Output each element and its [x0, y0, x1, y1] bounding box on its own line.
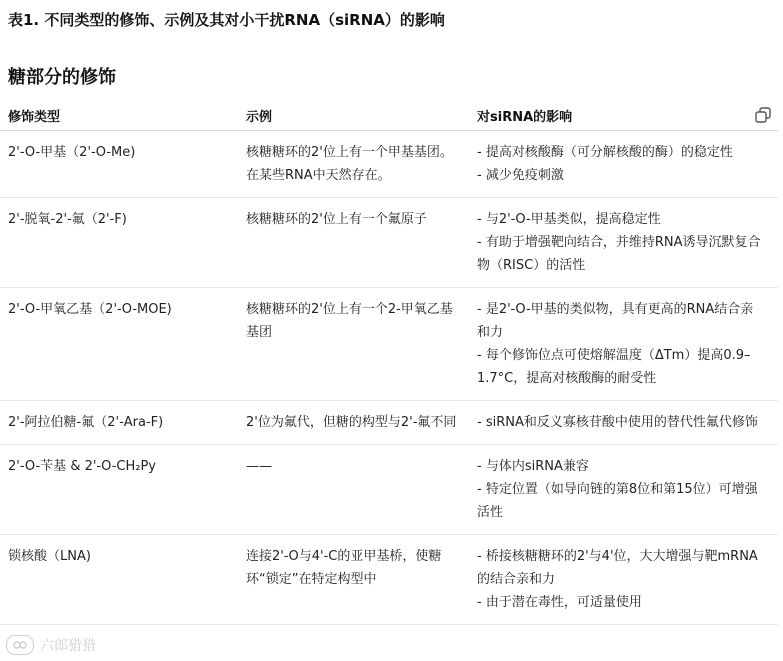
header-modification-type: 修饰类型	[0, 100, 238, 131]
effect-item: - 由于潜在毒性，可适量使用	[477, 595, 642, 610]
effect-item: - 与2'-O-甲基类似，提高稳定性	[477, 212, 661, 227]
table-row	[0, 198, 778, 288]
modification-table	[0, 100, 778, 625]
effect-item: - 是2'-O-甲基的类似物，具有更高的RNA结合亲和力	[477, 302, 754, 340]
table-header-row	[0, 100, 778, 131]
table-row	[0, 535, 778, 625]
cell-example: 连接2'-O与4'-C的亚甲基桥，使糖环“锁定”在特定构型中	[238, 535, 469, 625]
cell-example: 核糖糖环的2'位上有一个2-甲氧乙基基团	[238, 288, 469, 401]
cell-effects	[469, 288, 778, 401]
cell-modification-type: 2'-O-甲基（2'-O-Me)	[0, 131, 238, 198]
effect-item: - 桥接核糖糖环的2'与4'位，大大增强与靶mRNA的结合亲和力	[477, 549, 758, 587]
effect-item: - siRNA和反义寡核苷酸中使用的替代性氟代修饰	[477, 415, 758, 430]
effect-item: - 特定位置（如导向链的第8位和第15位）可增强活性	[477, 482, 758, 520]
logo-mark-icon	[6, 635, 34, 655]
section-title: 糖部分的修饰	[8, 67, 116, 88]
cell-modification-type: 2'-O-甲氧乙基（2'-O-MOE)	[0, 288, 238, 401]
watermark	[6, 635, 96, 655]
cell-modification-type: 2'-脱氧-2'-氟（2'-F)	[0, 198, 238, 288]
effect-item: - 与体内siRNA兼容	[477, 459, 589, 474]
cell-effects	[469, 131, 778, 198]
header-effect-label: 对siRNA的影响	[477, 109, 573, 125]
copy-icon[interactable]	[754, 106, 772, 124]
cell-modification-type: 锁核酸（LNA)	[0, 535, 238, 625]
header-effect	[469, 100, 778, 131]
effect-item: - 提高对核酸酶（可分解核酸的酶）的稳定性	[477, 145, 733, 160]
table-row	[0, 401, 778, 445]
cell-effects	[469, 535, 778, 625]
cell-modification-type: 2'-O-苄基 & 2'-O-CH₂Py	[0, 445, 238, 535]
cell-example: 核糖糖环的2'位上有一个氟原子	[238, 198, 469, 288]
effect-item: - 有助于增强靶向结合，并维持RNA诱导沉默复合物（RISC）的活性	[477, 235, 761, 273]
cell-example: 2'位为氟代，但糖的构型与2'-氟不同	[238, 401, 469, 445]
table-row	[0, 131, 778, 198]
table-caption: 表1. 不同类型的修饰、示例及其对小干扰RNA（siRNA）的影响	[8, 11, 445, 29]
table-row	[0, 288, 778, 401]
watermark-text: 六郎猎猎	[40, 638, 96, 654]
cell-example: 核糖糖环的2'位上有一个甲基基团。在某些RNA中天然存在。	[238, 131, 469, 198]
table-row	[0, 445, 778, 535]
cell-effects	[469, 198, 778, 288]
header-example: 示例	[238, 100, 469, 131]
cell-effects	[469, 401, 778, 445]
cell-example: ——	[238, 445, 469, 535]
effect-item: - 减少免疫刺激	[477, 168, 564, 183]
cell-modification-type: 2'-阿拉伯糖-氟（2'-Ara-F)	[0, 401, 238, 445]
cell-effects	[469, 445, 778, 535]
effect-item: - 每个修饰位点可使熔解温度（ΔTm）提高0.9–1.7°C，提高对核酸酶的耐受性	[477, 348, 751, 386]
